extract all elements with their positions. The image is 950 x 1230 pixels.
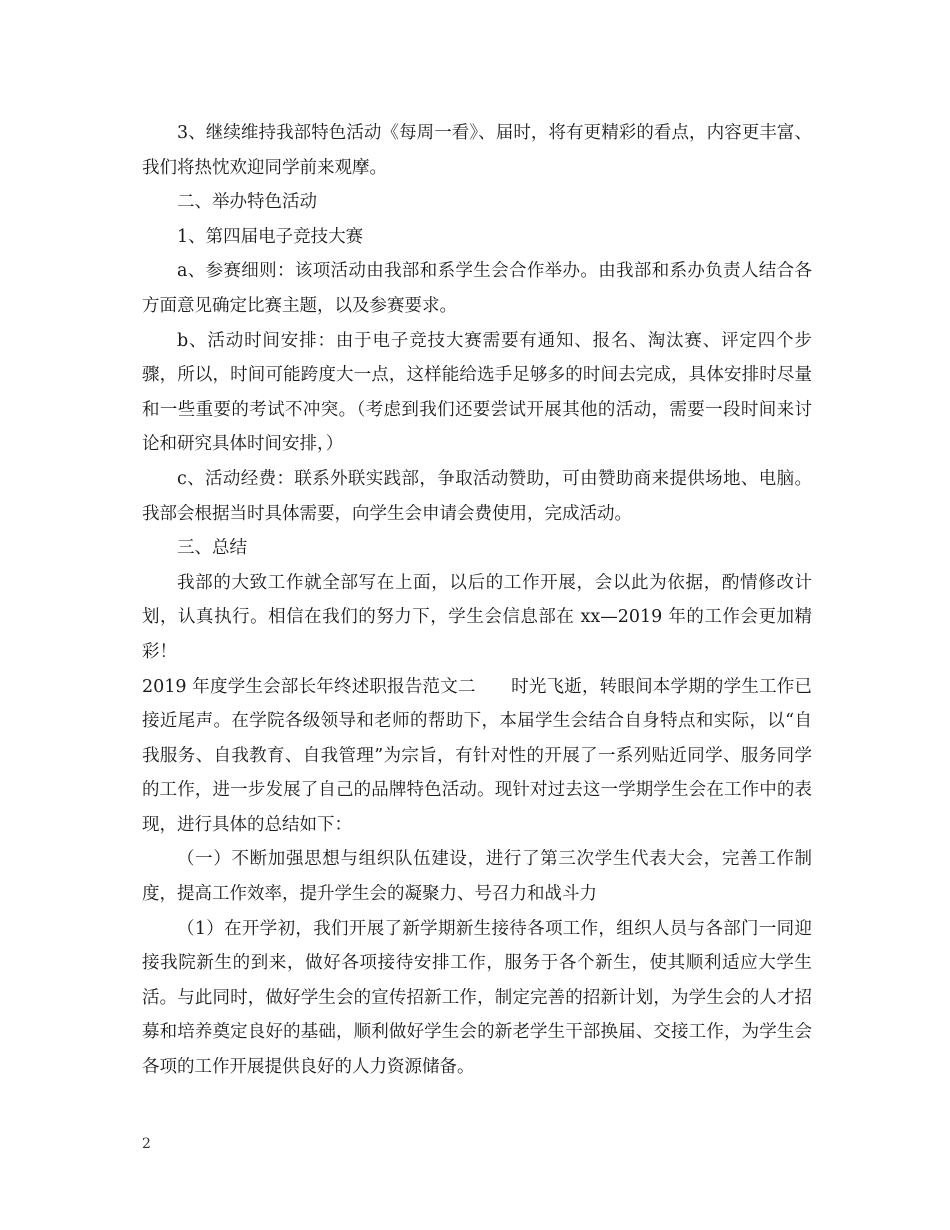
paragraph-funding: c、活动经费：联系外联实践部，争取活动赞助，可由赞助商来提供场地、电脑。我部会根据当时具体需要，向学生会申请会费使用，完成活动。 (142, 468, 812, 524)
heading-organization-building: （一）不断加强思想与组织队伍建设，进行了第三次学生代表大会，完善工作制度，提高工作效率，提升学生会的凝聚力、号召力和战斗力 (142, 849, 812, 905)
paragraph-contest-rules: a、参赛细则：该项活动由我部和系学生会合作举办。由我部和系办负责人结合各方面意见确定比赛主题，以及参赛要求。 (142, 261, 812, 316)
heading-esports-contest: 1、第四届电子竞技大赛 (177, 226, 364, 247)
document-body (142, 116, 812, 1085)
page-number: 2 (142, 1136, 151, 1152)
paragraph-schedule: b、活动时间安排：由于电子竞技大赛需要有通知、报名、淘汰赛、评定四个步骤，所以，时间可能跨度大一点，这样能给选手足够多的时间去完成，具体安排时尽量和一些重要的考试不冲突。（考虑到我们还要尝试开展其他的活动，需要一段时间来讨论和研究具体时间安排，） (142, 330, 812, 455)
paragraph-freshman-reception: （1）在开学初，我们开展了新学期新生接待各项工作，组织人员与各部门一同迎接我院新生的到来，做好各项接待安排工作，服务于各个新生，使其顺利适应大学生活。与此同时，做好学生会的宣传招新工作，制定完善的招新计划，为学生会的人才招募和培养奠定良好的基础，顺利做好学生会的新老学生干部换届、交接工作，为学生会各项的工作开展提供良好的人力资源储备。 (142, 918, 812, 1078)
heading-section-two: 二、举办特色活动 (177, 192, 317, 213)
paragraph-report-two-intro: 2019 年度学生会部长年终述职报告范文二 时光飞逝，转眼间本学期的学生工作已接近尾声。在学院各级领导和老师的帮助下，本届学生会结合自身特点和实际，以“自我服务、自我教育、自我管理”为宗旨，有针对性的开展了一系列贴近同学、服务同学的工作，进一步发展了自己的品牌特色活动。现针对过去这一学期学生会在工作中的表现，进行具体的总结如下： (142, 676, 812, 835)
paragraph-special-activity: 3、继续维持我部特色活动《每周一看》、届时，将有更精彩的看点，内容更丰富、我们将热忱欢迎同学前来观摩。 (142, 123, 812, 178)
heading-section-three: 三、总结 (177, 538, 247, 559)
paragraph-summary: 我部的大致工作就全部写在上面，以后的工作开展，会以此为依据，酌情修改计划，认真执行。相信在我们的努力下，学生会信息部在 xx—2019 年的工作会更加精彩！ (142, 572, 812, 662)
